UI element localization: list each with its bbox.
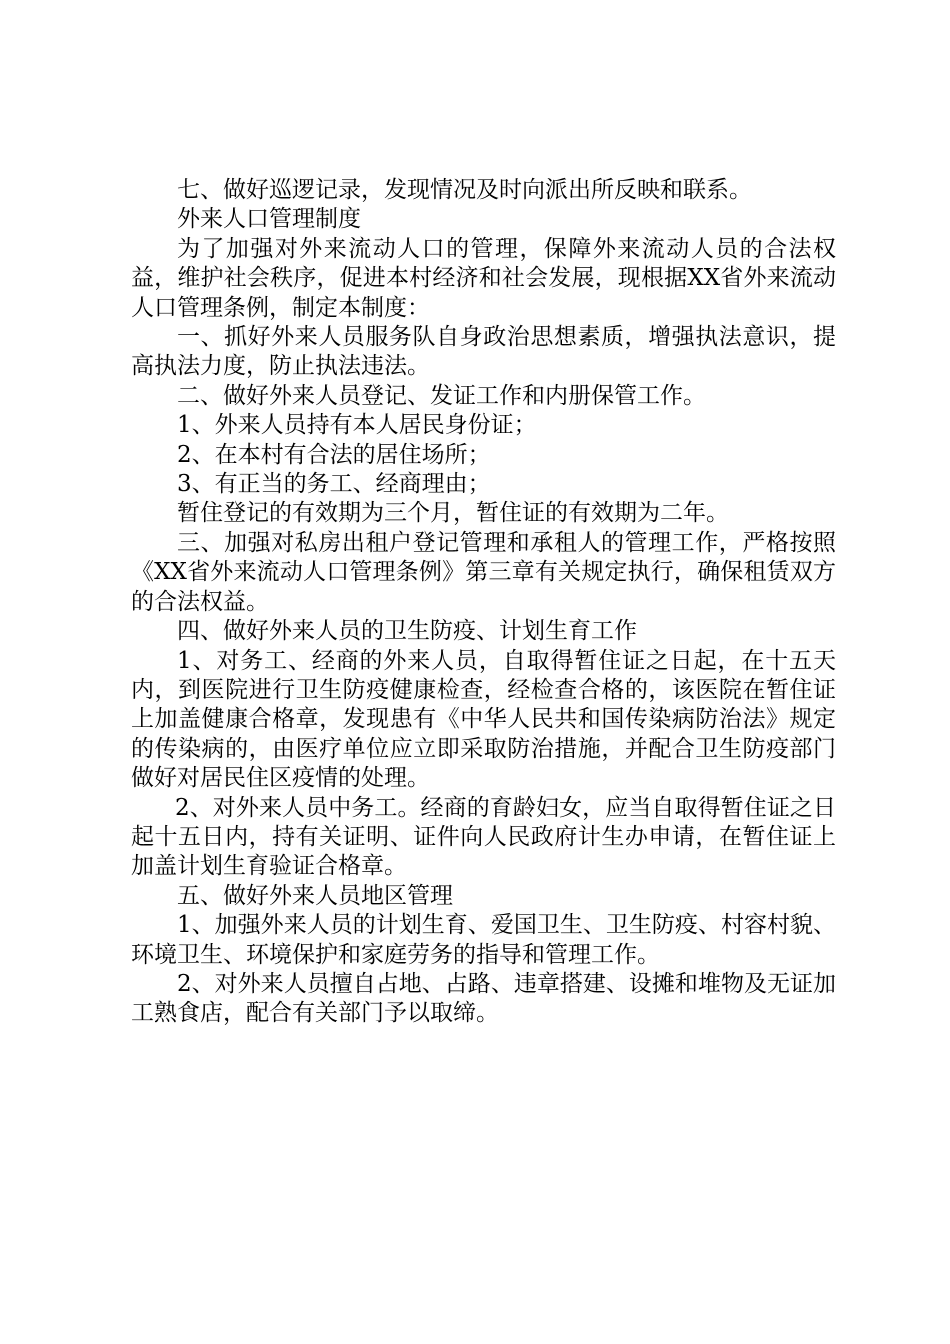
paragraph-intro: 为了加强对外来流动人口的管理，保障外来流动人员的合法权益，维护社会秩序，促进本村经济和社会发展，现根据XX省外来流动人口管理条例，制定本制度： [131,235,836,321]
paragraph-item-5: 五、做好外来人员地区管理 [177,882,453,909]
paragraph-item-2-2: 2、在本村有合法的居住场所； [177,441,491,468]
paragraph-item-2: 二、做好外来人员登记、发证工作和内册保管工作。 [177,382,706,409]
paragraph-item-1: 一、抓好外来人员服务队自身政治思想素质，增强执法意识，提高执法力度，防止执法违法。 [131,324,836,380]
paragraph-validity: 暂住登记的有效期为三个月，暂住证的有效期为二年。 [177,500,729,527]
paragraph-item-3: 三、加强对私房出租户登记管理和承租人的管理工作，严格按照《XX省外来流动人口管理条例》第三章有关规定执行，确保租赁双方的合法权益。 [131,529,836,615]
paragraph-item-5-2: 2、对外来人员擅自占地、占路、违章搭建、设摊和堆物及无证加工熟食店，配合有关部门予以取缔。 [131,970,836,1027]
paragraph-item-4: 四、做好外来人员的卫生防疫、计划生育工作 [177,618,637,645]
paragraph-item-5-1: 1、加强外来人员的计划生育、爱国卫生、卫生防疫、村容村貌、环境卫生、环境保护和家庭劳务的指导和管理工作。 [131,912,836,968]
paragraph-item-4-2: 2、对外来人员中务工。经商的育龄妇女，应当自取得暂住证之日起十五日内，持有关证明、证件向人民政府计生办申请，在暂住证上加盖计划生育验证合格章。 [131,794,836,880]
paragraph-item-2-3: 3、有正当的务工、经商理由； [177,471,491,498]
document-body [131,176,836,1029]
section-title-migrant-management: 外来人口管理制度 [177,206,361,233]
paragraph-item-2-1: 1、外来人员持有本人居民身份证； [177,412,537,439]
paragraph-patrol-record: 七、做好巡逻记录，发现情况及时向派出所反映和联系。 [177,177,752,203]
paragraph-item-4-1: 1、对务工、经商的外来人员，自取得暂住证之日起，在十五天内，到医院进行卫生防疫健康检查，经检查合格的，该医院在暂住证上加盖健康合格章，发现患有《中华人民共和国传染病防治法》规定的传染病的，由医疗单位应立即采取防治措施，并配合卫生防疫部门做好对居民住区疫情的处理。 [131,647,836,792]
